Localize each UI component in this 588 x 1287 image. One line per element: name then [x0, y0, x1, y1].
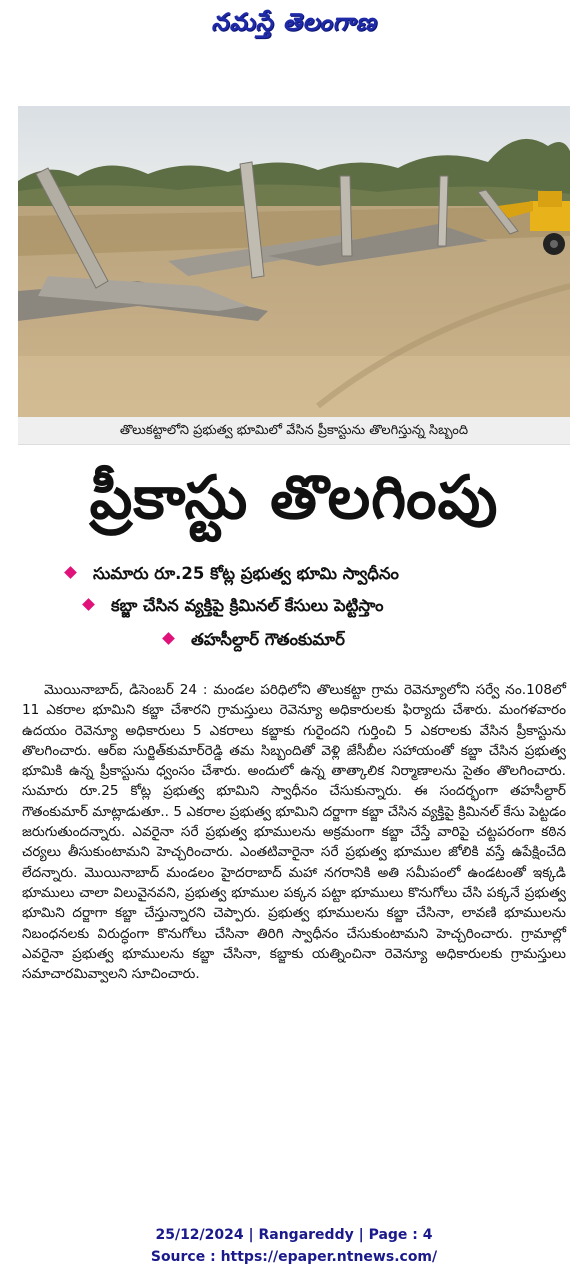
newspaper-logo-title: నమస్తే తెలంగాణ: [211, 8, 377, 36]
news-photo: [18, 106, 570, 417]
edition-info: 25/12/2024 | Rangareddy | Page : 4: [155, 1227, 433, 1243]
bullet-text: తహసీల్దార్ గౌతంకుమార్: [191, 630, 345, 649]
bullet-item: [164, 630, 345, 653]
bullet-item: [84, 596, 384, 619]
article-body: [22, 680, 566, 984]
diamond-bullet-icon: [64, 566, 77, 579]
article-paragraph: మొయినాబాద్, డిసెంబర్ 24 : మండల పరిధిలోని తొలుకట్టా గ్రామ రెవెన్యూలోని సర్వే నం.108లో 11 ఎకరాల భూమిని కబ్జా చేశారని గ్రామస్తులు రెవెన్యూ అధికారులకు ఫిర్యాదు చేశారు. మంగళవారం ఉదయం రెవెన్యూ అధికారులు 5 ఎకరాలు కబ్జాకు గురైందని గుర్తించి 5 ఎకరాలకు వేసిన ప్రీకాస్టును తొలగించారు. ఆర్ఐ సుర్జిత్‌కుమార్‌రెడ్డి తమ సిబ్బందితో వెళ్లి జేసీబీల సహాయంతో కబ్జా చేసిన ప్రభుత్వ భూమికి ఉన్న ప్రీకాస్టును ధ్వంసం చేశారు. అందులో ఉన్న తాత్కాలిక నిర్మాణాలను సైతం తొలగించారు. సుమారు రూ.25 కోట్ల ప్రభుత్వ భూమిని స్వాధీనం చేసుకున్నారు. ఈ సందర్భంగా తహసీల్దార్ గౌతంకుమార్ మాట్లాడుతూ.. 5 ఎకరాల ప్రభుత్వ భూమిని దర్జాగా కబ్జా చేసిన వ్యక్తిపై క్రిమినల్ కేసు పెట్టడం జరుగుతుందన్నారు. ఎవరైనా సరే ప్రభుత్వ భూములను అక్రమంగా కబ్జా చేస్తే వారిపై చట్టపరంగా కఠిన చర్యలు తీసుకుంటామని హెచ్చరించారు. ఎంతటివారైనా సరే ప్రభుత్వ భూముల జోలికి వస్తే ఉపేక్షించేది లేదన్నారు. మొయినాబాద్ మండలం హైదరాబాద్ మహా నగరానికి అతి సమీపంలో ఉండటంతో ఇక్కడి భూములు చాలా విలువైనవని, ప్రభుత్వ భూముల పక్కన పట్టా భూములు కొనుగోలు చేసి పక్కనే ప్రభుత్వ భూమిని దర్జాగా కబ్జా చేస్తున్నారని చెప్పారు. ప్రభుత్వ భూములను కబ్జా చేసినా, లావణి భూములను నిబంధనలకు విరుద్ధంగా కొనుగోలు చేసినా తిరిగి స్వాధీనం చేసుకుంటామని హెచ్చరించారు. గ్రామాల్లో ఎవరైనా ప్రభుత్వ భూములను కబ్జా చేసినా, కబ్జాకు యత్నించినా రెవెన్యూ అధికారులకు గ్రామస్తులు సమాచారమివ్వాలని సూచించారు.: [22, 682, 567, 983]
article-headline: ప్రీకాస్టు తొలగింపు: [89, 463, 499, 533]
masthead: [0, 0, 588, 100]
source-footer: [0, 1224, 588, 1268]
bullet-text: సుమారు రూ.25 కోట్ల ప్రభుత్వ భూమి స్వాధీనం: [93, 564, 399, 583]
bullet-text: కబ్జా చేసిన వ్యక్తిపై క్రిమినల్ కేసులు పెట్టిస్తాం: [111, 596, 384, 615]
demolition-site-image: [18, 106, 570, 417]
diamond-bullet-icon: [162, 632, 175, 645]
photo-caption: తొలుకట్టాలోని ప్రభుత్వ భూమిలో వేసిన ప్రీకాస్టును తొలగిస్తున్న సిబ్బంది: [18, 417, 570, 445]
source-link[interactable]: Source : https://epaper.ntnews.com/: [150, 1249, 438, 1265]
bullet-item: [66, 564, 399, 587]
diamond-bullet-icon: [82, 598, 95, 611]
